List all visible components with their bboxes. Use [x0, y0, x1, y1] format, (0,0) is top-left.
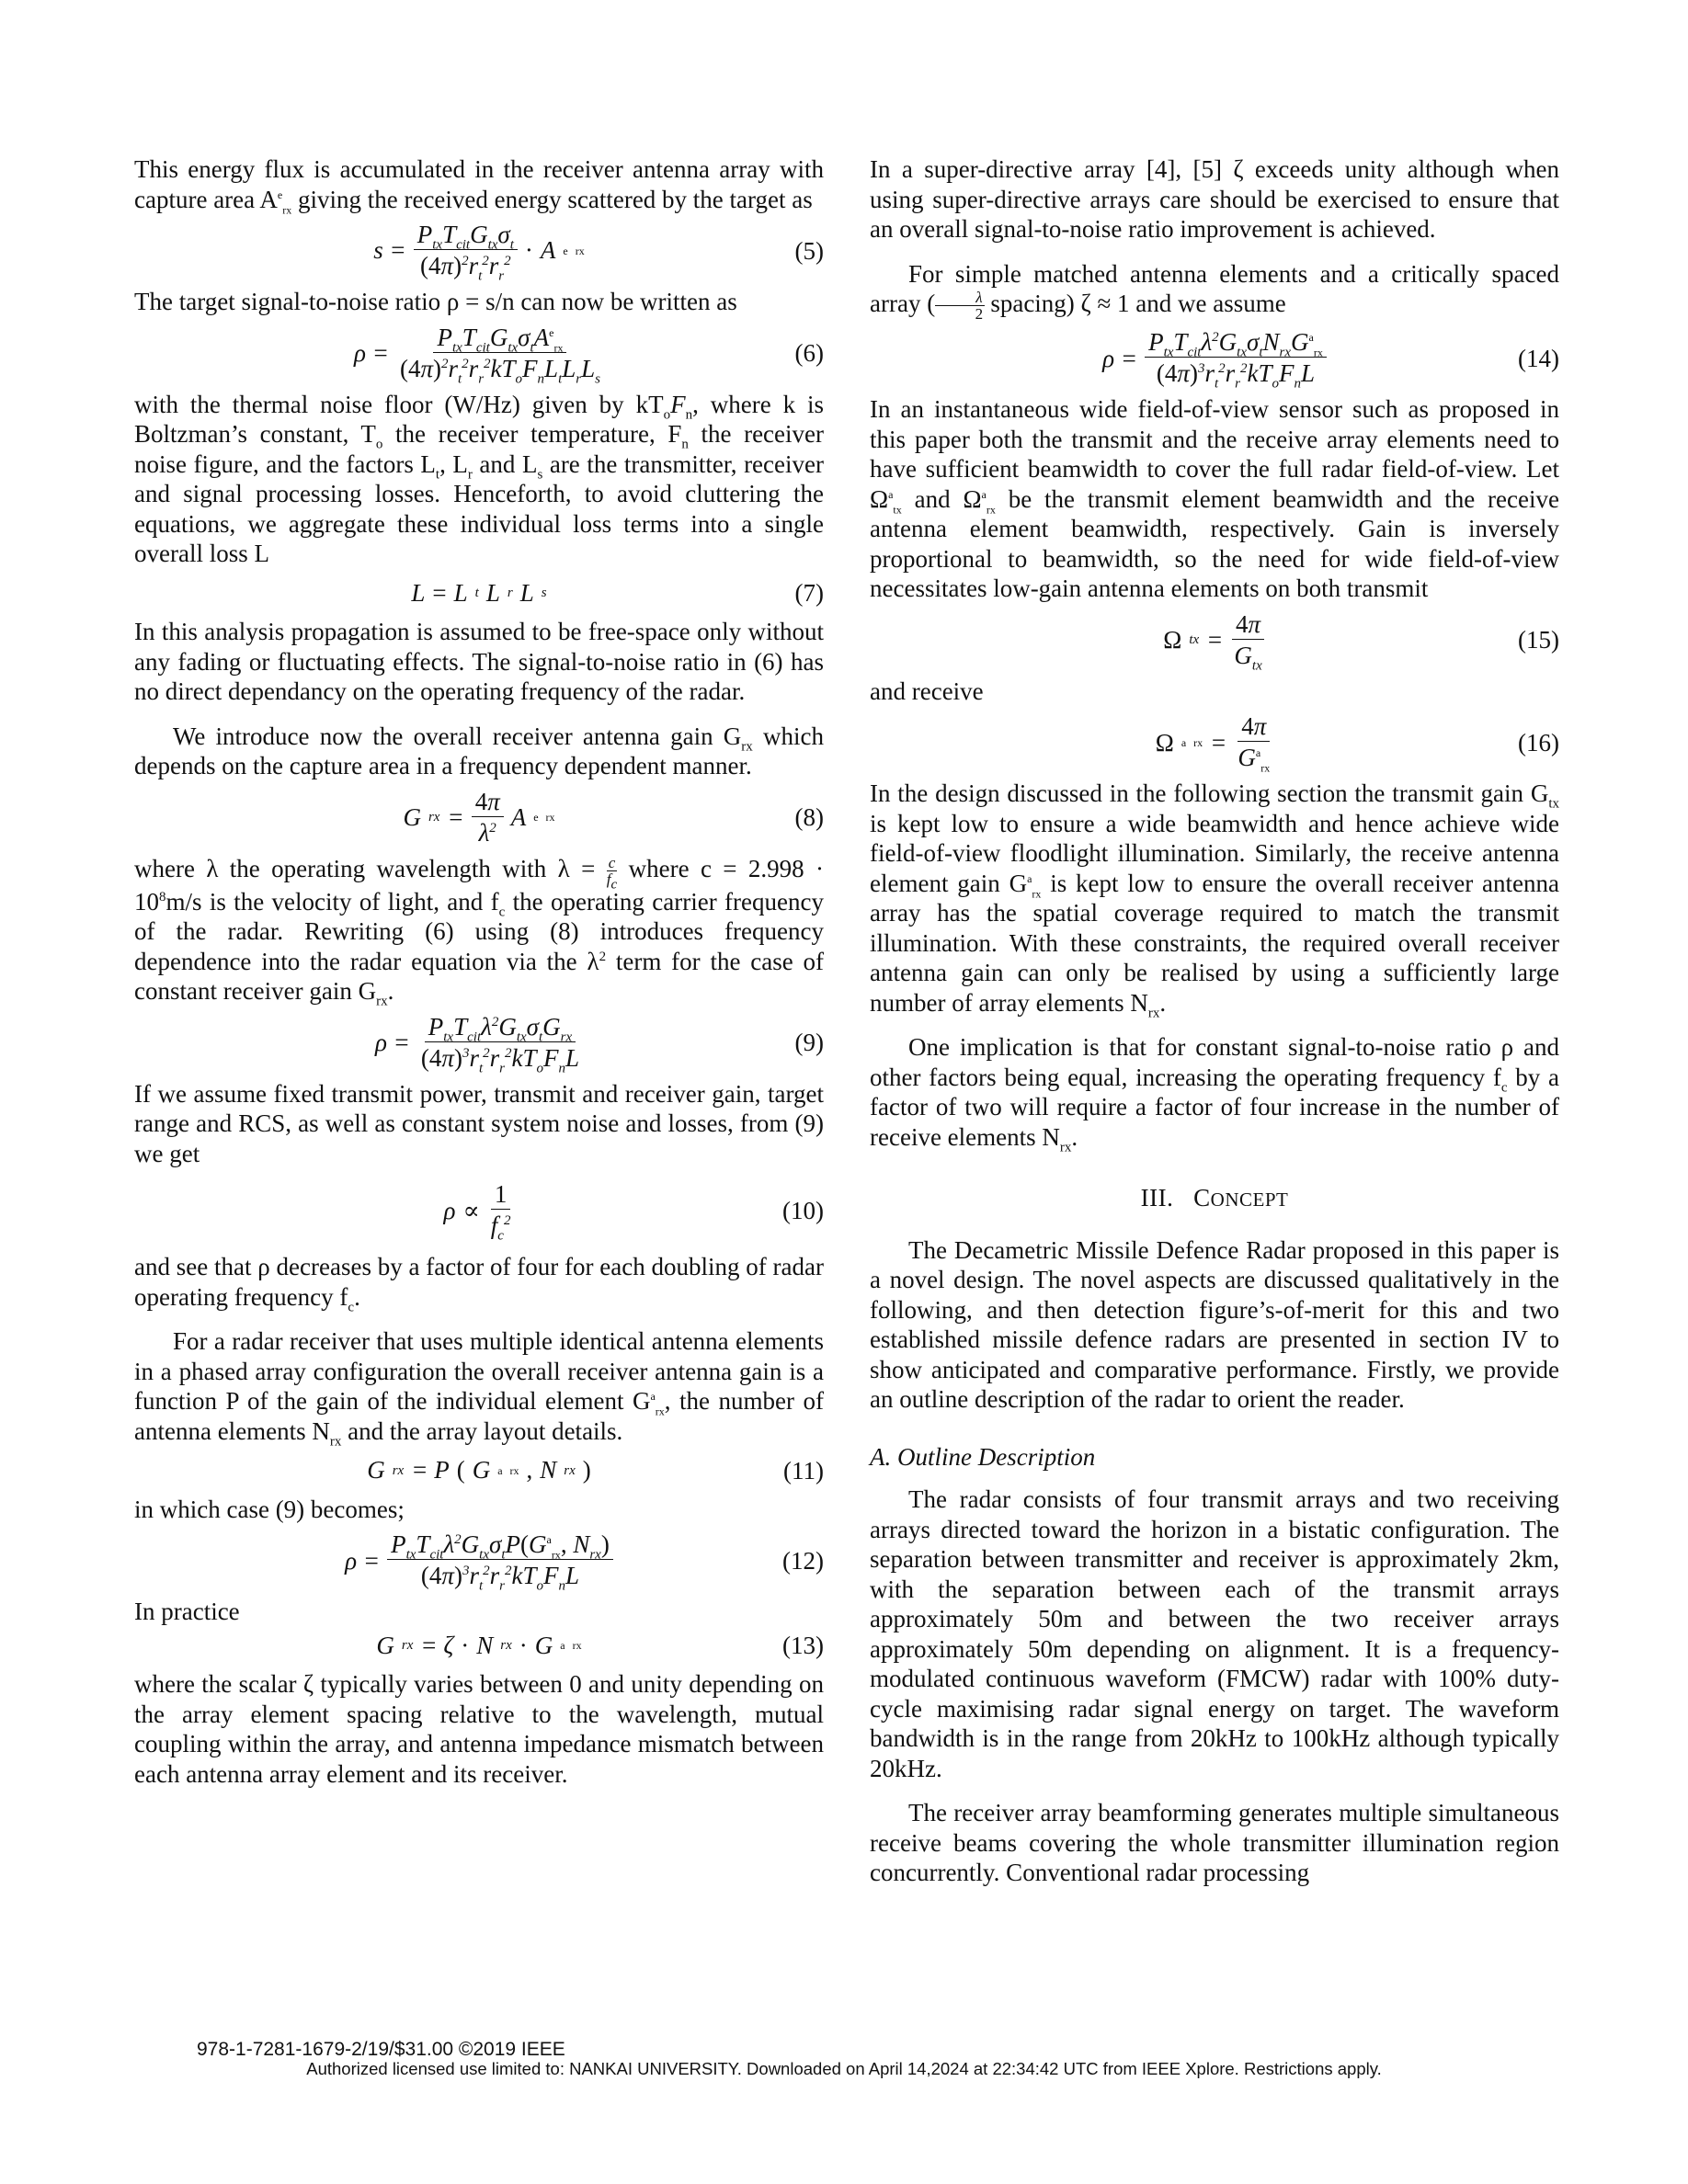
paragraph: For simple matched antenna elements and a critically spaced array ( $\frac{\lambda}{2}$ spacing) ζ ≈ 1 and we assume: [870, 259, 1559, 324]
paragraph: with the thermal noise floor (W/Hz) given by $kT_oF_n$, where k is Boltzman’s constant, $T_o$ the receiver temperature, $F_n$ the receiver noise figure, and the factors $L_t$, $L_r$ and $L_s$ are the transmitter, receiver and signal processing losses. Henceforth, to avoid cluttering the equations, we aggregate these individual loss terms into a single overall loss L: [134, 390, 825, 567]
paragraph: The target signal-to-noise ratio ρ = s/n can now be written as: [134, 288, 737, 315]
equation-12: ρ = $\frac{P_{tx}T_{cit}\lambda^2G_{tx}\sigma_tP(G^a_{rx}, N_{rx})}{(4\pi)^3r_t^2r_r^2kT_oF_nL}$ (12): [345, 1530, 824, 1594]
paragraph: and receive: [870, 677, 984, 705]
equation-6: ρ = $\frac{P_{tx}T_{cit}G_{tx}\sigma_tA^e_{rx}}{(4\pi)^2r_t^2r_r^2kT_oF_nL_tL_rL_s}$ (6): [354, 323, 824, 386]
paragraph: where the scalar ζ typically varies between 0 and unity depending on the array element spacing relative to the wavelength, mutual coupling within the array, and antenna impedance mismatch between each antenna array element and its receiver.: [134, 1670, 824, 1788]
equation-7: L = L t L r L s (7): [411, 578, 824, 607]
equation-number: (9): [794, 1029, 824, 1057]
equation-number: (15): [1518, 626, 1559, 654]
equation-number: (14): [1518, 344, 1559, 372]
paragraph: In the design discussed in the following section the transmit gain $G_{tx}$ is kept low to ensure a wide beamwidth and hence achieve wide field-of-view floodlight illumination. Similarly, the receive antenna element gain $G^a_{rx}$ is kept low to ensure the overall receiver antenna array has the spatial coverage required to match the transmit illumination. With these constraints, the required overall receiver antenna gain can only be realised by using a sufficiently large number of array elements $N_{rx}$.: [870, 779, 1559, 1021]
left-column: [134, 154, 824, 1789]
equation-16: Ω a rx = $\frac{4\pi}{G^a_{rx}}$ (16): [1155, 712, 1559, 775]
paragraph: and see that ρ decreases by a factor of four for each doubling of radar operating frequency $f_c$.: [134, 1253, 824, 1315]
equation-number: (6): [794, 338, 824, 367]
equation-13: G rx = ζ · N rx · G a rx (13): [376, 1631, 824, 1659]
copyright-notice: 978-1-7281-1679-2/19/$31.00 ©2019 IEEE: [197, 2039, 565, 2060]
license-notice: Authorized licensed use limited to: NANKAI UNIVERSITY. Downloaded on April 14,2024 at 22:34:42 UTC from IEEE Xplore. Restrictions apply.: [306, 2059, 1382, 2078]
equation-number: (16): [1518, 728, 1559, 756]
equation-number: (12): [782, 1546, 824, 1575]
paragraph: In this analysis propagation is assumed to be free-space only without any fading or fluctuating effects. The signal-to-noise ratio in (6) has no direct dependancy on the operating frequency of the radar.: [134, 618, 824, 705]
equation-number: (13): [782, 1631, 824, 1659]
equation-8: G rx = $\frac{4\pi}{\lambda^2}$ A e rx (8): [403, 787, 824, 847]
paragraph: The Decametric Missile Defence Radar proposed in this paper is a novel design. The novel aspects are discussed qualitatively in the following, and then detection figure’s-of-merit for this and two established missile defence radars are presented in section IV to show anticipated and comparative performance. Firstly, we provide an outline description of the radar to orient the reader.: [870, 1235, 1559, 1414]
equation-number: (8): [794, 802, 824, 831]
equation-number: (7): [794, 578, 824, 607]
paragraph: The radar consists of four transmit arrays and two receiving arrays directed toward the horizon in a bistatic configuration. The separation between transmitter and receiver is approximately 2km, with the separation between each of the transmit arrays approximately 50m and between the two receiver arrays approximately 50m depending on alignment. It is a frequency-modulated continuous waveform (FMCW) radar with 100% duty-cycle maximising radar signal energy on target. The waveform bandwidth is in the range from 20kHz to 100kHz although typically 20kHz.: [870, 1485, 1559, 1782]
equation-10: ρ ∝ $\frac{1}{f_c^2}$ (10): [443, 1180, 824, 1244]
paragraph: where λ the operating wavelength with λ = $\frac{c}{f_c}$ where $c = 2.998 \cdot 10^8m/s$ is the velocity of light, and $f_c$ the operating carrier frequency of the radar. Rewriting (6) using (8) introduces frequency dependence into the radar equation via the $\lambda^2$ term for the case of constant receiver gain $G_{rx}$.: [134, 853, 825, 1009]
equation-5: s = $\frac{P_{tx}T_{cit}G_{tx}\sigma_t}{(4\pi)^2r_t^2r_r^2}$ · A e rx (5): [373, 221, 824, 284]
equation-number: (10): [782, 1196, 824, 1224]
equation-number: (11): [783, 1456, 824, 1484]
paragraph: We introduce now the overall receiver antenna gain $G_{rx}$ which depends on the capture area in a frequency dependent manner.: [134, 722, 824, 779]
paragraph: If we assume fixed transmit power, transmit and receiver gain, target range and RCS, as well as constant system noise and losses, from (9) we get: [134, 1079, 824, 1167]
paragraph: In practice: [134, 1598, 240, 1626]
equation-9: ρ = $\frac{P_{tx}T_{cit}\lambda^2G_{tx}\sigma_tG_{rx}}{(4\pi)^3r_t^2r_r^2kT_oF_nL}$ (9): [374, 1012, 824, 1076]
equation-14: ρ = $\frac{P_{tx}T_{cit}\lambda^2G_{tx}\sigma_tN_{rx}G^a_{rx}}{(4\pi)^3r_t^2r_r^2kT_oF_nL}$ (14): [1102, 328, 1559, 392]
paragraph: The receiver array beamforming generates multiple simultaneous receive beams covering the whole transmitter illumination region concurrently. Conventional radar processing: [870, 1799, 1559, 1887]
right-column: [870, 154, 1559, 1888]
paragraph: One implication is that for constant signal-to-noise ratio ρ and other factors being equal, increasing the operating frequency $f_c$ by a factor of two will require a factor of four increase in the number of receive elements $N_{rx}$.: [870, 1033, 1560, 1155]
equation-number: (5): [794, 236, 824, 265]
subsection-heading: A. Outline Description: [870, 1442, 1096, 1471]
paragraph: in which case (9) becomes;: [134, 1495, 405, 1523]
equation-11: G rx = P ( G a rx , N rx ) (11): [367, 1456, 824, 1484]
paragraph: For a radar receiver that uses multiple identical antenna elements in a phased array configuration the overall receiver antenna gain is a function P of the gain of the individual element $G^a_{rx}$, the number of antenna elements $N_{rx}$ and the array layout details.: [134, 1327, 825, 1450]
paragraph: In an instantaneous wide field-of-view sensor such as proposed in this paper both the transmit and the receive array elements need to have sufficient beamwidth to cover the full radar field-of-view. Let $\Omega^a_{tx}$ and $\Omega^a_{rx}$ be the transmit element beamwidth and the receive antenna element beamwidth, respectively. Gain is inversely proportional to beamwidth, so the need for wide field-of-view necessitates low-gain antenna elements on both transmit: [870, 395, 1559, 603]
paragraph: In a super-directive array [4], [5] ζ exceeds unity although when using super-directive arrays care should be exercised to ensure that an overall signal-to-noise ratio improvement is achieved.: [870, 155, 1559, 243]
section-heading: III. CONCEPT: [1140, 1184, 1289, 1212]
equation-15: Ω tx = $\frac{4\pi}{G_{tx}}$ (15): [1163, 609, 1559, 674]
paragraph: This energy flux is accumulated in the receiver antenna array with capture area $A^e_{rx}$ giving the received energy scattered by the target as: [134, 155, 824, 216]
